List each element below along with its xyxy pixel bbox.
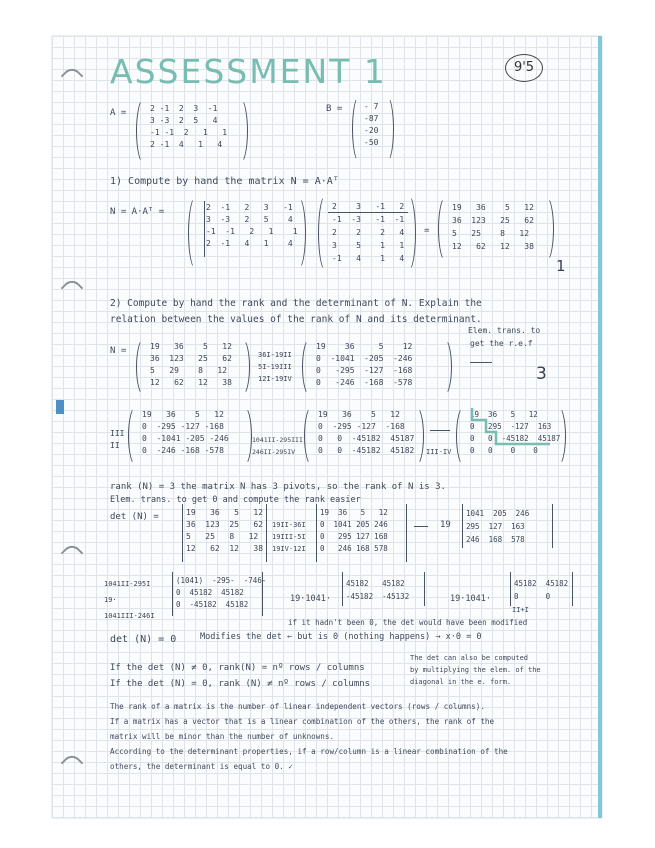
row-labels: III II <box>110 429 125 450</box>
q1-mark: 1 <box>556 257 566 275</box>
matrix-row: 2 -1 2 3 -1 <box>150 104 218 113</box>
paren-right <box>538 196 554 262</box>
matrix-row: 0 -246 -168 -578 <box>142 446 224 455</box>
matrix-row: 0 0 -45182 45187 <box>470 434 561 443</box>
matrix-row: 19 36 5 12 <box>142 410 224 419</box>
matrix-row: 19 36 5 12 <box>316 342 413 351</box>
row-operations: 1041II-295I 19· 1041III-246I <box>104 580 155 620</box>
matrix-row: 295 127 163 <box>466 522 525 531</box>
note-elem-trans: Elem. trans. to <box>468 326 541 335</box>
paren-right <box>408 406 424 466</box>
matrix-row: 1041 205 246 <box>466 509 530 518</box>
matrix-row: 19 36 5 12 <box>470 410 538 419</box>
explanation-line: According to the determinant properties, if a row/column is a linear combination of the <box>110 747 508 756</box>
matrix-row: 19 36 5 12 <box>318 410 400 419</box>
det-matrix-1 <box>186 507 263 555</box>
row-operations: 19II-36I 19III-5I 19IV-12I <box>272 521 306 553</box>
det-bar <box>510 572 511 606</box>
matrix-row: -1 -3 -1 -1 <box>332 215 405 224</box>
matrix-row: 0 -295 -127 -168 <box>318 422 405 431</box>
matrix-row: 0 -1041 -205 -246 <box>142 434 229 443</box>
scanner-tab <box>56 400 64 414</box>
det-bar <box>572 572 573 606</box>
matrix-row: 36 123 25 62 <box>186 520 264 529</box>
side-note: diagonal in the e. form. <box>410 678 512 686</box>
matrix-row: -50 <box>364 138 379 147</box>
arrow <box>430 430 450 431</box>
paren-right <box>290 196 306 270</box>
matrix-row: 3 5 1 1 <box>332 241 405 250</box>
det-matrix-3 <box>466 507 529 546</box>
matrix-row: 12 62 12 38 <box>186 544 264 553</box>
matrix-step-3 <box>318 409 414 457</box>
pivot-staircase <box>466 406 556 456</box>
det-result: det (N) = 0 <box>110 634 177 645</box>
matrix-step-1 <box>316 341 412 389</box>
matrix-row: 2 -1 2 3 -1 <box>206 203 293 212</box>
matrix-row: 3 -3 2 5 4 <box>150 116 218 125</box>
row-operations: 36I-19II 5I-19III 12I-19IV <box>258 351 292 383</box>
paren-right <box>232 98 248 164</box>
matrix-row: 19 36 5 12 <box>150 342 232 351</box>
rank-note: Elem. trans. to get 0 and compute the rank easier <box>110 495 361 505</box>
equals-sign: = <box>424 226 430 236</box>
det-matrix-5 <box>346 577 409 603</box>
note-ref: get the r.e.f <box>470 339 533 348</box>
paren-right <box>436 338 452 396</box>
det-bar <box>552 504 553 548</box>
note-modifies: Modifies the det ← but is 0 (nothing happens) → x·0 = 0 <box>200 632 482 642</box>
matrix-n <box>150 341 232 389</box>
matrix-row: 0 246 168 578 <box>320 544 388 553</box>
det-factor: 19·1041· <box>290 594 331 604</box>
matrix-row: 0 1041 205 246 <box>320 520 388 529</box>
matrix-row: 3 -3 2 5 4 <box>206 215 293 224</box>
det-bar <box>342 572 343 606</box>
matrix-row: -1 -1 2 1 1 <box>206 227 298 236</box>
matrix-row: 0 -1041 -205 -246 <box>316 354 413 363</box>
matrix-row: 0 -45182 45182 <box>176 600 249 609</box>
matrix-step-2 <box>142 409 229 457</box>
det-factor: 19 <box>440 520 451 530</box>
paren-left <box>188 196 204 270</box>
matrix-a-label: A = <box>110 108 127 118</box>
matrix-b <box>364 101 378 149</box>
matrix-row: 0 0 <box>514 592 551 601</box>
row-operation: III-IV <box>426 448 452 456</box>
n-label: N = <box>110 346 127 356</box>
matrix-row: 5 25 8 12 <box>452 229 530 238</box>
side-note: The det can also be computed <box>410 654 529 662</box>
row-operation: II+I <box>512 606 529 614</box>
matrix-row: 0 -295 -127 -168 <box>316 366 413 375</box>
matrix-row: 2 -1 4 1 4 <box>150 140 223 149</box>
matrix-row: -1 4 1 4 <box>332 254 405 263</box>
row-operations: 1041II-295III 246II-295IV <box>252 436 303 456</box>
matrix-row: 0 -295 -127 163 <box>470 422 552 431</box>
det-bar <box>262 572 263 616</box>
matrix-row: 19 36 5 12 <box>320 508 388 517</box>
matrix-row: 2 2 2 4 <box>332 228 405 237</box>
paren-right <box>234 338 250 396</box>
det-matrix-2 <box>320 507 388 555</box>
explanation-line: If a matrix has a vector that is a linear combination of the others, the rank of the <box>110 717 495 726</box>
matrix-row: 0 295 127 168 <box>320 532 388 541</box>
arrow <box>414 526 428 527</box>
matrix-row: - 7 <box>364 102 379 111</box>
matrix-row: -1 -1 2 1 1 <box>150 128 228 137</box>
rank-statement: rank (N) = 3 the matrix N has 3 pivots, so the rank of N is 3. <box>110 482 446 492</box>
matrix-row: 45182 45182 <box>346 579 405 588</box>
matrix-row: 2 -1 4 1 4 <box>206 239 293 248</box>
matrix-row: 5 25 8 12 <box>186 532 259 541</box>
det-factor: 19·1041· <box>450 594 491 604</box>
matrix-row: 246 168 578 <box>466 535 525 544</box>
matrix-row: 19 36 5 12 <box>186 508 264 517</box>
page-title: ASSESSMENT 1 <box>110 52 387 91</box>
selection-bracket <box>204 201 205 257</box>
matrix-row: 0 -246 -168 -578 <box>316 378 413 387</box>
matrix-row: 0 -295 -127 -168 <box>142 422 224 431</box>
q1-heading: 1) Compute by hand the matrix N = A·Aᵀ <box>110 176 339 187</box>
matrix-row: 0 0 0 0 <box>470 446 538 455</box>
det-matrix-6 <box>514 577 568 603</box>
q2-heading-line2: relation between the values of the rank of N and its determinant. <box>110 314 482 325</box>
det-label: det (N) = <box>110 512 159 522</box>
det-bar <box>406 504 407 562</box>
matrix-row: 36 123 25 62 <box>150 354 232 363</box>
q1-lhs: N = A·Aᵀ = <box>110 207 165 217</box>
explanation-line: The rank of a matrix is the number of linear independent vectors (rows / columns). <box>110 702 485 711</box>
matrix-row: 0 0 -45182 45187 <box>318 434 415 443</box>
matrix-row: 0 0 -45182 45182 <box>318 446 415 455</box>
side-note: by multiplying the elem. of the <box>410 666 541 674</box>
matrix-b-label: B = <box>326 104 343 114</box>
q2-mark: 3 <box>536 364 547 384</box>
det-matrix-4 <box>176 575 266 611</box>
matrix-a <box>150 103 227 151</box>
if-det-zero: If the det (N) = 0, rank (N) ≠ nº rows / columns <box>110 679 371 689</box>
det-bar <box>266 504 267 562</box>
matrix-row: -45182 -45132 <box>346 592 410 601</box>
matrix-row: 5 29 8 12 <box>150 366 228 375</box>
matrix-row: (1041) -295- -746- <box>176 576 267 585</box>
note-modified: if it hadn't been 0, the det would have been modified <box>288 618 528 627</box>
matrix-row: 19 36 5 12 <box>452 203 534 212</box>
explanation-line: others, the determinant is equal to 0. ✓ <box>110 762 293 771</box>
margin-line <box>598 36 602 818</box>
matrix-row: -20 <box>364 126 379 135</box>
matrix-a-transpose <box>332 200 404 265</box>
matrix-row: 2 3 -1 2 <box>332 202 405 211</box>
matrix-a-copy <box>206 202 298 250</box>
det-bar <box>172 572 173 616</box>
matrix-row: 12 62 12 38 <box>452 242 534 251</box>
matrix-row: 36 123 25 62 <box>452 216 534 225</box>
paren-right <box>380 96 394 162</box>
q2-heading-line1: 2) Compute by hand the rank and the determinant of N. Explain the <box>110 298 482 309</box>
paren-right <box>236 406 252 466</box>
det-bar <box>424 572 425 606</box>
matrix-row: 12 62 12 38 <box>150 378 232 387</box>
det-bar <box>316 504 317 562</box>
matrix-row: 45182 45182 <box>514 579 569 588</box>
if-det-nonzero: If the det (N) ≠ 0, rank(N) = nº rows / columns <box>110 663 365 673</box>
matrix-row: -87 <box>364 114 379 123</box>
explanation-line: matrix will be minor than the number of unknowns. <box>110 732 335 741</box>
det-bar <box>182 504 183 562</box>
matrix-n-result <box>452 201 534 253</box>
paren-right <box>400 194 416 272</box>
arrow <box>470 362 492 363</box>
det-bar <box>462 504 463 548</box>
grade-circle: 9'5 <box>505 54 543 82</box>
matrix-row: 0 45182 45182 <box>176 588 244 597</box>
